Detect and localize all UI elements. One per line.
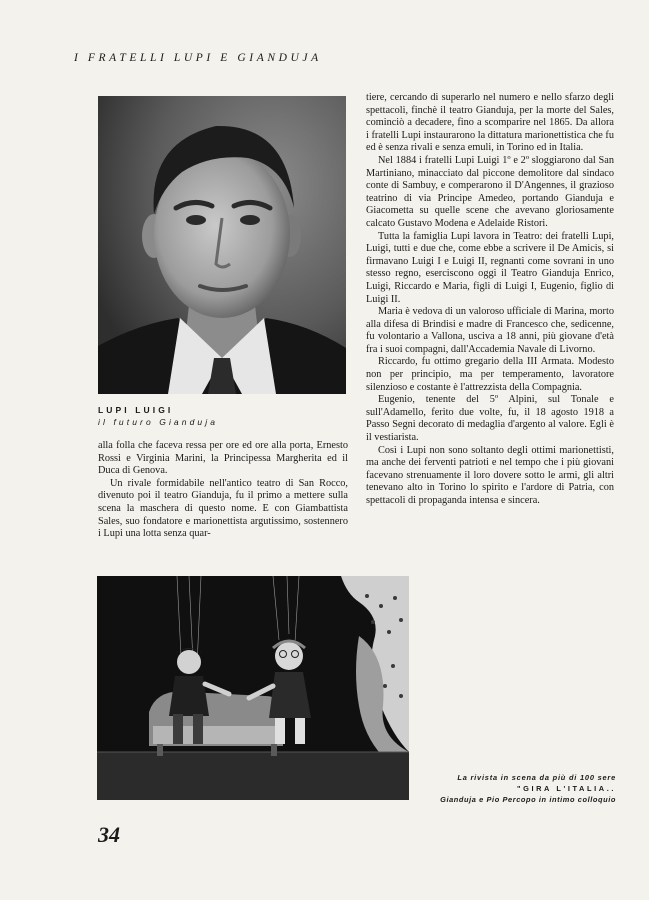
right-column bbox=[366, 92, 614, 508]
paragraph: Un rivale formidabile nell'antico teatro di San Rocco, divenuto poi il teatro Gianduja, fu il primo a mettere sulla scena la maschera di questo nome. E con Giambattista Sales, suo fondatore e marionettista argutissimo, sostennero i Lupi una lotta senza quar- bbox=[98, 477, 348, 540]
stage-photo bbox=[97, 576, 409, 800]
running-title: I FRATELLI LUPI E GIANDUJA bbox=[74, 52, 322, 64]
stage-caption-line-1: La rivista in scena da più di 100 sere bbox=[457, 773, 616, 782]
paragraph: tiere, cercando di superarlo nel numero e nello sfarzo degli spettacoli, finchè il teatro Gianduja, per la morte del Sales, cominciò a decadere, fino a scomparire nel 1865. Da allora i fratelli Lupi instaurarono la dittatura marionettistica che fu ed è senza rivali e senza emuli, in Torino ed in Italia. bbox=[366, 92, 614, 154]
paragraph: alla folla che faceva ressa per ore ed ore alla porta, Ernesto Rossi e Virginia Marini, la Principessa Margherita ed il Duca di Genova. bbox=[98, 440, 348, 477]
portrait-photo bbox=[98, 96, 346, 394]
stage-caption-line-3: Gianduja e Pio Percopo in intimo colloquio bbox=[440, 795, 616, 804]
left-column bbox=[98, 440, 348, 541]
portrait-caption-title: LUPI LUIGI bbox=[98, 405, 174, 415]
portrait-caption-subtitle: il futuro Gianduja bbox=[98, 417, 219, 427]
portrait-illustration bbox=[98, 96, 346, 394]
paragraph: Nel 1884 i fratelli Lupi Luigi 1º e 2º sloggiarono dal San Martiniano, minacciato dal piccone demolitore dal sindaco conte di Sambuy, e comperarono il D'Angennes, il grazioso teatrino di via Principe Amedeo, portando Gianduja e Giacometta su quelle scene che avevano gloriosamente calcato Gustavo Modena e Adelaide Ristori. bbox=[366, 154, 614, 229]
paragraph: Riccardo, fu ottimo gregario della III Armata. Modesto non per principio, ma per temperamento, lavoratore silenzioso e costante è l'attrezzista della Compagnia. bbox=[366, 356, 614, 393]
stage-caption-line-2: "GIRA L'ITALIA.. bbox=[517, 784, 616, 793]
paragraph: Tutta la famiglia Lupi lavora in Teatro: dei fratelli Lupi, Luigi, tutti e due che, come ebbe a scrivere il De Amicis, si firmavano Luigi I e Luigi II, regnanti come sovrani in uno stesso regno, eserciscono oggi il Teatro Gianduja Enrico, Luigi, Riccardo e Maria, figli di Luigi I, Eugenio, figlio di Luigi II. bbox=[366, 230, 614, 305]
paragraph: Così i Lupi non sono soltanto degli ottimi marionettisti, ma anche dei ferventi patrioti e nel tempo che i più giovani facevano strenuamente il loro dovere sotto le armi, gli altri tenevano alto in Torino lo spirito e l'ardore di Patria, con spettacoli di propaganda intensa e sincera. bbox=[366, 444, 614, 506]
portrait-caption bbox=[98, 404, 348, 428]
stage-caption bbox=[416, 772, 616, 805]
marionette-scene-illustration bbox=[97, 576, 409, 800]
paragraph: Eugenio, tenente del 5º Alpini, sul Tonale e sull'Adamello, ferito due volte, fu, il 18 agosto 1918 a Passo Segni decorato di medaglia d'argento al valore. Egli è il vestiarista. bbox=[366, 394, 614, 444]
paragraph: Maria è vedova di un valoroso ufficiale di Marina, morto alla difesa di Brindisi e madre di Francesco che, sedicenne, fu volontario a Vallona, usciva a 18 anni, più giovane d'età fra i suoi compagni, dall'Accademia Navale di Livorno. bbox=[366, 306, 614, 355]
page-number: 34 bbox=[98, 822, 120, 847]
